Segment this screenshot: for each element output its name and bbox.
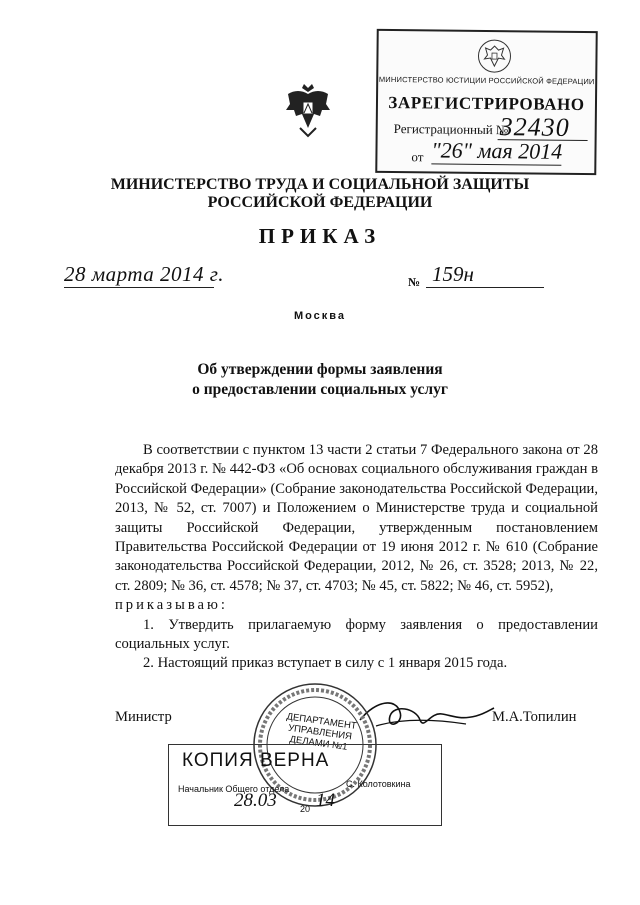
registration-stamp — [375, 29, 597, 175]
order-number-label: № — [408, 275, 421, 289]
copy-title: КОПИЯ ВЕРНА — [182, 750, 330, 771]
registration-date-value: "26" мая 2014 — [431, 137, 563, 164]
ministry-name-line1: МИНИСТЕРСТВО ТРУДА И СОЦИАЛЬНОЙ ЗАЩИТЫ — [110, 176, 530, 193]
signature-role: Министр — [115, 709, 172, 725]
copy-date: 28.03 — [234, 790, 277, 811]
registration-number-value: 32430 — [499, 112, 570, 142]
order-item-2: 2. Настоящий приказ вступает в силу с 1 января 2015 года. — [143, 655, 508, 672]
city: Москва — [293, 310, 347, 322]
order-subject — [0, 360, 640, 400]
copy-year-value: 14 — [316, 790, 335, 811]
preamble-paragraph: В соответствии с пунктом 13 части 2 статьи 7 Федерального закона от 28 декабря 2013 г. № 442-ФЗ «Об основах социального обслуживания граждан в Российской Федерации» (Собрание законодательства Российской Федерации, 2013, № 52, ст. 7007) и Положением о Министерстве труда и социальной защиты Российской Федерации, утвержденным постановлением Правительства Российской Федерации от 19 июня 2012 г. № 610 (Собрание законодательства Российской Федерации, 2012, № 26, ст. 3528; 2013, № 22, ст. 2809; № 36, ст. 4578; № 37, ст. 4703; № 45, ст. 5822; № 46, ст. 5952), — [115, 442, 598, 594]
order-number-value: 159н — [432, 262, 474, 286]
ministry-name-line2: РОССИЙСКОЙ ФЕДЕРАЦИИ — [207, 194, 433, 211]
copy-position: Начальник Общего отдела — [178, 784, 290, 794]
order-word: приказываю: — [115, 597, 228, 614]
seal-department: ДЕПАРТАМЕНТ УПРАВЛЕНИЯ ДЕЛАМИ №1 — [285, 711, 358, 753]
registration-date-prefix: от — [411, 149, 424, 165]
copy-signer: С. Колотовкина — [346, 779, 411, 789]
copy-year-prefix: 20 — [300, 804, 311, 814]
order-body — [115, 441, 598, 674]
registration-title: ЗАРЕГИСТРИРОВАНО — [388, 92, 585, 115]
eagle-emblem-icon — [476, 38, 512, 74]
order-number-underline — [426, 287, 544, 288]
subject-line2: о предоставлении социальных услуг — [192, 381, 448, 398]
registration-number-label: Регистрационный № — [393, 121, 509, 138]
document-type: ПРИКАЗ — [258, 224, 382, 248]
registration-date-underline — [431, 163, 561, 165]
order-item-1: 1. Утвердить прилагаемую форму заявления о предоставлении социальных услуг. — [115, 616, 598, 653]
ministry-name — [0, 176, 640, 212]
coat-of-arms-icon — [284, 82, 332, 138]
signature-name: М.А.Топилин — [492, 709, 577, 725]
subject-line1: Об утверждении формы заявления — [197, 361, 443, 378]
order-date-underline — [64, 287, 214, 288]
registration-ministry: МИНИСТЕРСТВО ЮСТИЦИИ РОССИЙСКОЙ ФЕДЕРАЦИИ — [378, 74, 595, 87]
order-date: 28 марта 2014 г. — [64, 262, 224, 286]
